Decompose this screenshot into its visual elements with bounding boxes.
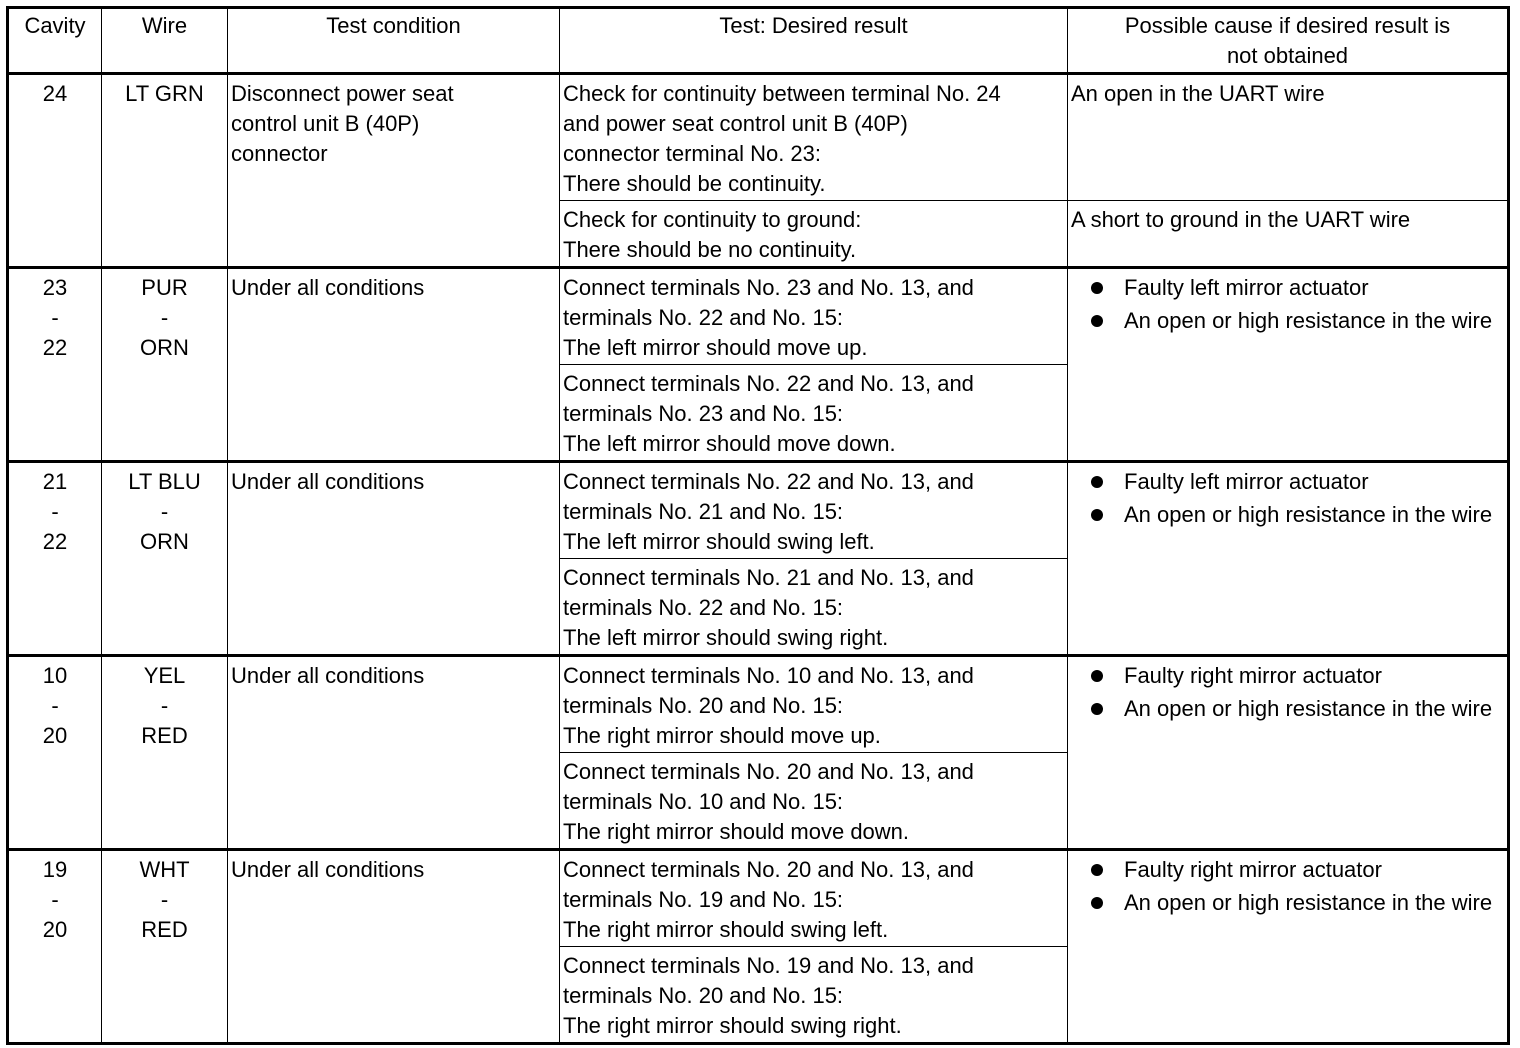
bullet-icon — [1091, 315, 1103, 327]
desired-result-cell: Connect terminals No. 19 and No. 13, and terminals No. 20 and No. 15: The right mirror should swing right. — [560, 947, 1068, 1044]
bullet-icon — [1091, 897, 1103, 909]
bullet-icon — [1091, 509, 1103, 521]
possible-cause-cell — [1068, 656, 1509, 850]
desired-result-cell: Connect terminals No. 22 and No. 13, and terminals No. 21 and No. 15: The left mirror should swing left. — [560, 462, 1068, 559]
cause-item: Faulty right mirror actuator — [1089, 855, 1504, 885]
header-cavity: Cavity — [8, 8, 102, 74]
cause-list — [1071, 273, 1504, 336]
cause-list — [1071, 661, 1504, 724]
bullet-icon — [1091, 670, 1103, 682]
wire-cell: WHT - RED — [102, 850, 228, 1044]
cause-item: Faulty right mirror actuator — [1089, 661, 1504, 691]
bullet-icon — [1091, 864, 1103, 876]
cavity-cell: 19 - 20 — [8, 850, 102, 1044]
cavity-cell: 23 - 22 — [8, 268, 102, 462]
cause-item: An open or high resistance in the wire — [1089, 694, 1504, 724]
troubleshooting-table — [6, 6, 1510, 1045]
cause-list — [1071, 467, 1504, 530]
wire-cell: LT BLU - ORN — [102, 462, 228, 656]
test-condition-cell: Under all conditions — [228, 656, 560, 850]
header-desired-result: Test: Desired result — [560, 8, 1068, 74]
possible-cause-cell — [1068, 850, 1509, 1044]
cavity-cell: 21 - 22 — [8, 462, 102, 656]
desired-result-cell: Connect terminals No. 20 and No. 13, and terminals No. 10 and No. 15: The right mirror should move down. — [560, 753, 1068, 850]
possible-cause-cell: A short to ground in the UART wire — [1068, 201, 1509, 268]
cavity-cell: 10 - 20 — [8, 656, 102, 850]
cause-list — [1071, 855, 1504, 918]
desired-result-cell: Connect terminals No. 22 and No. 13, and terminals No. 23 and No. 15: The left mirror should move down. — [560, 365, 1068, 462]
test-condition-cell: Disconnect power seat control unit B (40P) connector — [228, 74, 560, 268]
cause-item: Faulty left mirror actuator — [1089, 273, 1504, 303]
header-cause-line: not obtained — [1226, 43, 1349, 68]
header-wire: Wire — [102, 8, 228, 74]
possible-cause-cell — [1068, 462, 1509, 656]
bullet-icon — [1091, 703, 1103, 715]
test-condition-cell: Under all conditions — [228, 462, 560, 656]
cavity-cell: 24 — [8, 74, 102, 268]
desired-result-cell: Check for continuity to ground: There should be no continuity. — [560, 201, 1068, 268]
wire-cell: YEL - RED — [102, 656, 228, 850]
cause-item: An open or high resistance in the wire — [1089, 888, 1504, 918]
bullet-icon — [1091, 282, 1103, 294]
cause-item: Faulty left mirror actuator — [1089, 467, 1504, 497]
desired-result-cell: Connect terminals No. 10 and No. 13, and terminals No. 20 and No. 15: The right mirror should move up. — [560, 656, 1068, 753]
header-cause-line: Possible cause if desired result is — [1124, 13, 1451, 38]
wire-cell: LT GRN — [102, 74, 228, 268]
wire-cell: PUR - ORN — [102, 268, 228, 462]
cause-item: An open or high resistance in the wire — [1089, 306, 1504, 336]
desired-result-cell: Connect terminals No. 23 and No. 13, and terminals No. 22 and No. 15: The left mirror should move up. — [560, 268, 1068, 365]
header-possible-cause — [1068, 8, 1509, 74]
cause-item: An open or high resistance in the wire — [1089, 500, 1504, 530]
desired-result-cell: Check for continuity between terminal No. 24 and power seat control unit B (40P) connector terminal No. 23: There should be continuity. — [560, 74, 1068, 201]
bullet-icon — [1091, 476, 1103, 488]
possible-cause-cell — [1068, 268, 1509, 462]
desired-result-cell: Connect terminals No. 21 and No. 13, and terminals No. 22 and No. 15: The left mirror should swing right. — [560, 559, 1068, 656]
test-condition-cell: Under all conditions — [228, 850, 560, 1044]
test-condition-cell: Under all conditions — [228, 268, 560, 462]
possible-cause-cell: An open in the UART wire — [1068, 74, 1509, 201]
desired-result-cell: Connect terminals No. 20 and No. 13, and terminals No. 19 and No. 15: The right mirror should swing left. — [560, 850, 1068, 947]
header-test-condition: Test condition — [228, 8, 560, 74]
